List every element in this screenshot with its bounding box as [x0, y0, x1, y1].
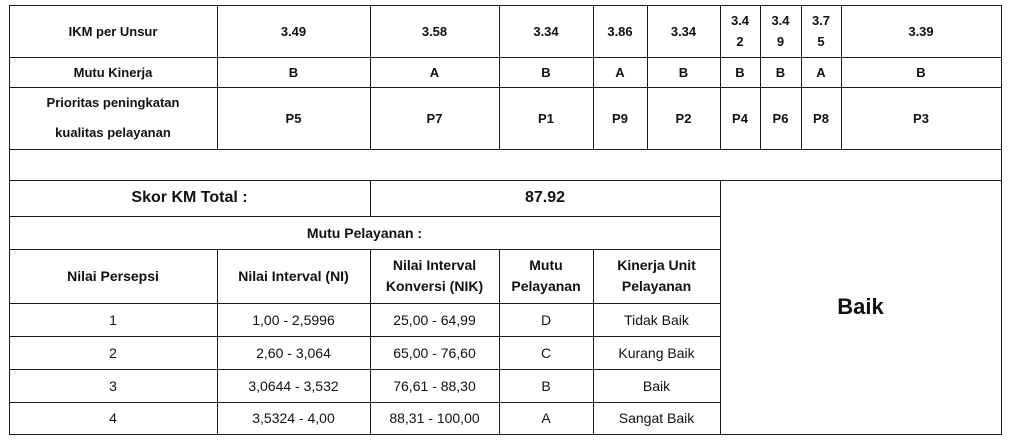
- mutu_row-value: [370, 57, 499, 87]
- ikm_row-value-text: 3.34: [533, 23, 559, 39]
- skor-value: [370, 180, 720, 216]
- ikm_row-value-text: 3.7 5: [811, 13, 831, 49]
- interval-cell-text: Kurang Baik: [618, 344, 695, 361]
- ikm_row-value: [801, 5, 841, 57]
- prioritas_row-value-text: P3: [913, 110, 929, 126]
- interval-cell: [593, 402, 720, 434]
- interval-cell-text: 88,31 - 100,00: [389, 410, 480, 426]
- interval-header: [9, 249, 217, 303]
- mutu_row-value-text: A: [816, 64, 826, 80]
- ikm_row-value-text: 3.4 2: [730, 13, 750, 49]
- skor-label-text: Skor KM Total :: [131, 189, 248, 206]
- interval-cell: [499, 402, 593, 434]
- interval-cell: [217, 402, 370, 434]
- interval-cell-text: 4: [109, 410, 117, 426]
- prioritas_row-value-text: P8: [813, 110, 829, 126]
- mutu-pelayanan-title-text: Mutu Pelayanan :: [306, 224, 423, 241]
- grid-line: [1001, 149, 1002, 435]
- interval-header-text: Kinerja Unit Pelayanan: [617, 257, 696, 294]
- ikm_row-value: [370, 5, 499, 57]
- ikm_row-value: [720, 5, 760, 57]
- interval-cell: [370, 336, 499, 369]
- mutu_row-value-text: B: [541, 64, 551, 80]
- mutu_row-label: [9, 57, 217, 87]
- prioritas_row-value-text: P1: [538, 110, 554, 126]
- ikm_row-value-text: 3.49: [280, 23, 307, 39]
- prioritas_row-value-text: P6: [772, 110, 789, 126]
- mutu_row-value-text: A: [615, 64, 625, 80]
- grid-line: [9, 434, 721, 435]
- mutu_row-value: [499, 57, 593, 87]
- ikm_row-value-text: 3.86: [607, 23, 633, 39]
- skor-result-text: Baik: [837, 294, 884, 319]
- interval-cell-text: B: [541, 377, 551, 394]
- prioritas_row-value-text: P7: [426, 110, 443, 126]
- prioritas_row-value: [593, 87, 647, 149]
- mutu_row-value-text: B: [775, 64, 786, 80]
- interval-cell-text: 2,60 - 3,064: [256, 344, 331, 361]
- interval-cell-text: 1: [109, 311, 117, 328]
- prioritas_row-value: [801, 87, 841, 149]
- prioritas_row-value: [720, 87, 760, 149]
- mutu_row-value: [593, 57, 647, 87]
- interval-cell: [499, 336, 593, 369]
- interval-cell-text: 65,00 - 76,60: [393, 344, 476, 361]
- mutu_row-value-text: B: [916, 64, 926, 80]
- interval-header-text: Mutu Pelayanan: [511, 257, 581, 294]
- interval-cell-text: 1,00 - 2,5996: [252, 311, 335, 328]
- prioritas_row-value-text: P5: [285, 110, 302, 126]
- interval-cell: [217, 303, 370, 336]
- interval-cell-text: 2: [109, 344, 117, 361]
- interval-cell: [370, 303, 499, 336]
- interval-cell-text: Tidak Baik: [624, 311, 689, 328]
- interval-header: [217, 249, 370, 303]
- ikm_row-value: [841, 5, 1001, 57]
- interval-cell: [217, 336, 370, 369]
- mutu_row-value: [217, 57, 370, 87]
- interval-cell: [499, 369, 593, 402]
- prioritas_row-label: [9, 87, 217, 149]
- prioritas_row-value: [760, 87, 801, 149]
- interval-cell-text: 25,00 - 64,99: [393, 311, 476, 328]
- mutu_row-value: [760, 57, 801, 87]
- ikm_row-value-text: 3.39: [908, 23, 934, 39]
- ikm_row-value: [593, 5, 647, 57]
- ikm_row-value-text: 3.4 9: [771, 13, 790, 49]
- mutu_row-label-text: Mutu Kinerja: [73, 64, 153, 80]
- prioritas_row-value: [370, 87, 499, 149]
- interval-header-text: Nilai Interval Konversi (NIK): [385, 257, 484, 294]
- interval-cell: [499, 303, 593, 336]
- prioritas_row-value-text: P4: [732, 110, 748, 126]
- interval-cell-text: 76,61 - 88,30: [393, 377, 476, 394]
- skor-value-text: 87.92: [524, 189, 566, 206]
- interval-header: [593, 249, 720, 303]
- ikm_row-value: [217, 5, 370, 57]
- interval-cell: [593, 336, 720, 369]
- interval-header: [499, 249, 593, 303]
- interval-cell: [217, 369, 370, 402]
- prioritas_row-value-text: P2: [675, 110, 692, 126]
- mutu_row-value-text: B: [678, 64, 689, 80]
- prioritas_row-value: [647, 87, 720, 149]
- interval-cell: [370, 402, 499, 434]
- ikm_row-label-text: IKM per Unsur: [68, 23, 158, 39]
- interval-cell: [9, 303, 217, 336]
- interval-header-text: Nilai Interval (NI): [238, 267, 349, 284]
- interval-cell-text: Sangat Baik: [618, 410, 695, 426]
- interval-cell-text: 3,5324 - 4,00: [252, 410, 335, 426]
- ikm_row-value-text: 3.34: [670, 23, 697, 39]
- mutu-pelayanan-title: [9, 216, 720, 249]
- interval-cell-text: A: [541, 410, 551, 426]
- interval-cell: [593, 369, 720, 402]
- grid-line: [720, 434, 1002, 435]
- mutu_row-value-text: A: [429, 64, 440, 80]
- ikm_row-value: [760, 5, 801, 57]
- interval-header: [370, 249, 499, 303]
- grid-line: [9, 149, 1002, 150]
- prioritas_row-value: [217, 87, 370, 149]
- interval-header-text: Nilai Persepsi: [67, 267, 159, 284]
- prioritas_row-value-text: P9: [612, 110, 628, 126]
- interval-cell: [370, 369, 499, 402]
- interval-cell: [593, 303, 720, 336]
- prioritas_row-label-text: Prioritas peningkatan kualitas pelayanan: [46, 95, 180, 140]
- ikm_row-value: [647, 5, 720, 57]
- mutu_row-value: [841, 57, 1001, 87]
- mutu_row-value-text: B: [735, 64, 745, 80]
- interval-cell-text: 3: [109, 377, 117, 394]
- ikm_row-label: [9, 5, 217, 57]
- mutu_row-value: [801, 57, 841, 87]
- prioritas_row-value: [499, 87, 593, 149]
- mutu_row-value: [720, 57, 760, 87]
- mutu_row-value-text: B: [288, 64, 299, 80]
- prioritas_row-value: [841, 87, 1001, 149]
- ikm_row-value: [499, 5, 593, 57]
- mutu_row-value: [647, 57, 720, 87]
- skor-result: [720, 180, 1001, 434]
- interval-cell-text: D: [540, 311, 552, 328]
- grid-line: [1001, 5, 1002, 150]
- interval-cell-text: Baik: [642, 377, 671, 394]
- interval-cell-text: C: [540, 344, 552, 361]
- interval-cell: [9, 402, 217, 434]
- interval-cell: [9, 336, 217, 369]
- skor-label: [9, 180, 370, 216]
- interval-cell-text: 3,0644 - 3,532: [248, 377, 339, 394]
- interval-cell: [9, 369, 217, 402]
- ikm_row-value-text: 3.58: [421, 23, 448, 39]
